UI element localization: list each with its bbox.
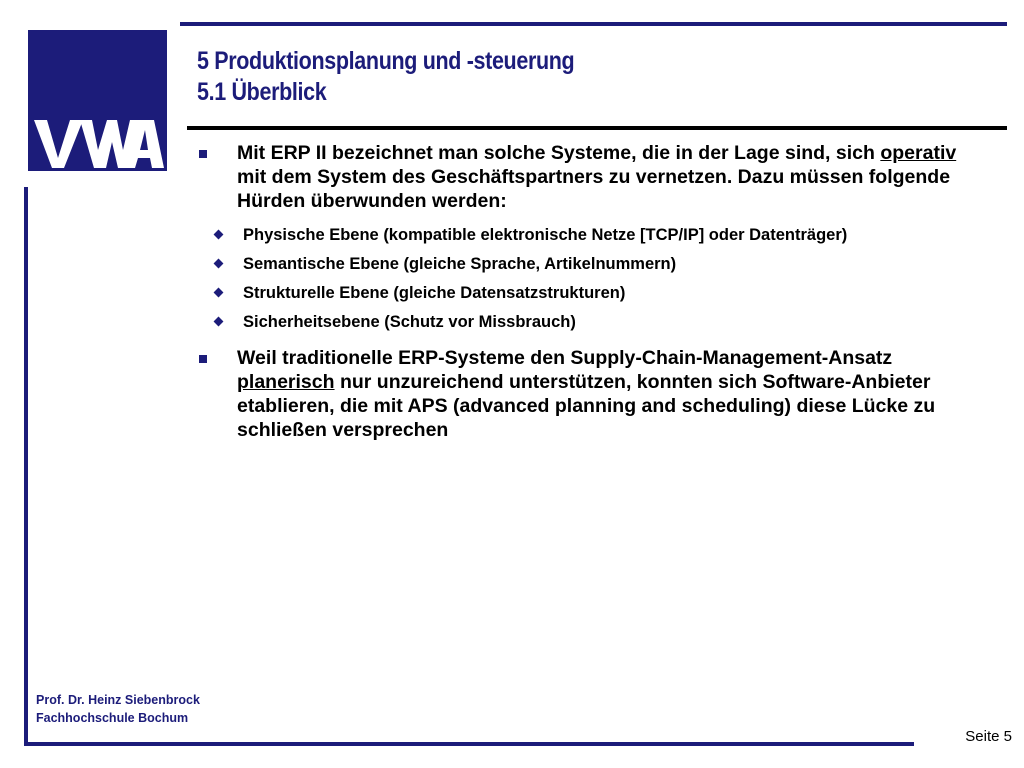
sub-bullet-text: Sicherheitsebene (Schutz vor Missbrauch)	[243, 313, 576, 331]
vwa-logo-icon	[28, 30, 167, 171]
slide-title	[197, 46, 636, 108]
underlined-term: operativ	[880, 142, 957, 164]
square-bullet-icon	[199, 150, 207, 158]
sub-bullet-item	[198, 312, 988, 332]
bullet-text: Mit ERP II bezeichnet man solche Systeme, die in der Lage sind, sich	[237, 142, 881, 164]
page-number: Seite 5	[965, 728, 1012, 745]
title-line-1: 5 Produktionsplanung und -steuerung	[197, 47, 575, 75]
diamond-bullet-icon	[214, 259, 224, 269]
title-underline-rule	[187, 126, 1007, 130]
top-rule	[180, 22, 1007, 26]
bullet-text: Weil traditionelle ERP-Systeme den Supply-Chain-Management-Ansatz	[237, 347, 893, 369]
sub-bullet-text: Strukturelle Ebene (gleiche Datensatzstrukturen)	[243, 284, 626, 302]
sub-bullet-item	[198, 254, 988, 274]
underlined-term: planerisch	[237, 371, 335, 393]
institution-name: Fachhochschule Bochum	[36, 711, 189, 725]
bullet-text: mit dem System des Geschäftspartners zu vernetzen. Dazu müssen folgende Hürden überwunden werden:	[237, 166, 951, 212]
left-vertical-rule	[24, 187, 28, 746]
vwa-logo	[28, 30, 167, 171]
diamond-bullet-icon	[214, 230, 224, 240]
diamond-bullet-icon	[214, 288, 224, 298]
title-line-2: 5.1 Überblick	[197, 78, 327, 106]
sub-bullet-item	[198, 283, 988, 303]
bullet-text: nur unzureichend unterstützen, konnten sich Software-Anbieter etablieren, die mit APS (advanced planning and scheduling) diese Lücke zu schließen versprechen	[237, 371, 936, 441]
sub-bullet-text: Physische Ebene (kompatible elektronische Netze [TCP/IP] oder Datenträger)	[243, 226, 848, 244]
author-name: Prof. Dr. Heinz Siebenbrock	[36, 693, 200, 707]
slide-content	[198, 141, 988, 454]
sub-bullet-list	[198, 225, 988, 332]
bottom-rule	[24, 742, 914, 746]
bullet-item	[198, 141, 988, 213]
bullet-item	[198, 346, 988, 442]
diamond-bullet-icon	[214, 317, 224, 327]
footer-author	[36, 691, 200, 727]
sub-bullet-text: Semantische Ebene (gleiche Sprache, Artikelnummern)	[243, 255, 677, 273]
square-bullet-icon	[199, 355, 207, 363]
sub-bullet-item	[198, 225, 988, 245]
